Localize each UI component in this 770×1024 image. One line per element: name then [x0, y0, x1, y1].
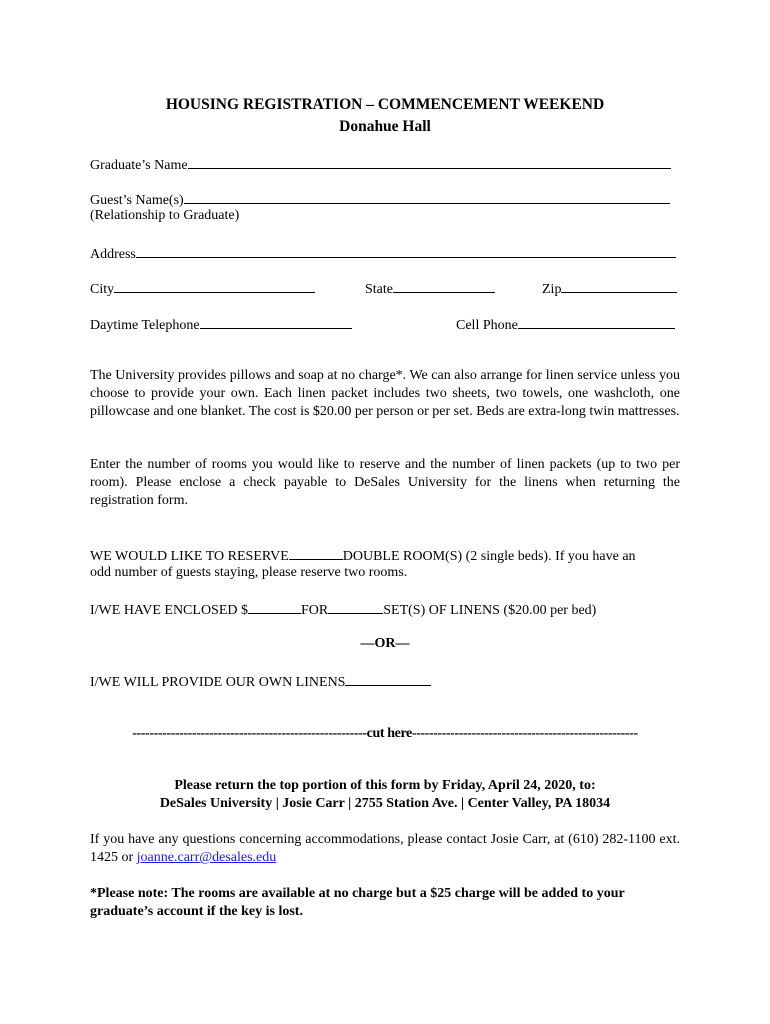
contact-text: If you have any questions concerning accommodations, please contact Josie Carr, at (610) 282-1100 ext. 1425 or [90, 832, 680, 866]
reserve-note: odd number of guests staying, please reserve two rooms. [90, 565, 408, 580]
daytime-phone-label: Daytime Telephone [90, 318, 200, 333]
state-label: State [365, 282, 393, 297]
enclosed-prefix: I/WE HAVE ENCLOSED $ [90, 603, 249, 618]
return-address: DeSales University | Josie Carr | 2755 Station Ave. | Center Valley, PA 18034 [159, 796, 611, 811]
state-row [365, 278, 495, 299]
form-title: HOUSING REGISTRATION – COMMENCEMENT WEEKEND [165, 96, 605, 113]
zip-label: Zip [542, 282, 562, 297]
graduate-name-row [90, 154, 671, 175]
state-field[interactable] [393, 278, 495, 293]
address-field[interactable] [136, 243, 676, 258]
city-label: City [90, 282, 115, 297]
cut-here-line: -------------------------------------------------------cut here----------------------------------------------------- [132, 726, 638, 741]
enclosed-row [90, 599, 596, 620]
linen-sets-field[interactable] [328, 599, 383, 614]
contact-email-link[interactable]: joanne.carr@desales.edu [136, 850, 277, 866]
form-subtitle: Donahue Hall [339, 118, 431, 135]
city-row [90, 278, 315, 299]
own-linens-label: I/WE WILL PROVIDE OUR OWN LINENS [90, 675, 346, 690]
daytime-phone-field[interactable] [200, 314, 352, 329]
or-divider: —OR— [360, 636, 410, 651]
key-fee-note: *Please note: The rooms are available at no charge but a $25 charge will be added to your graduate’s account if the key is lost. [90, 886, 625, 920]
instructions-paragraph: Enter the number of rooms you would like to reserve and the number of linen packets (up to two per room). Please enclose a check payable to DeSales University for the linens when returning the registration form. [90, 457, 680, 509]
return-instructions: Please return the top portion of this form by Friday, April 24, 2020, to: [174, 778, 596, 793]
reserve-prefix: WE WOULD LIKE TO RESERVE [90, 549, 289, 564]
room-count-field[interactable] [289, 545, 343, 560]
reserve-rooms-row [90, 545, 636, 566]
linen-info-paragraph: The University provides pillows and soap at no charge*. We can also arrange for linen service unless you choose to provide your own. Each linen packet includes two sheets, two towels, one washcloth, one pillowcase and one blanket. The cost is $20.00 per person or per set. Beds are extra-long twin mattresses. [90, 368, 680, 420]
address-row [90, 243, 676, 264]
enclosed-amount-field[interactable] [248, 599, 301, 614]
own-linens-field[interactable] [345, 671, 431, 686]
city-field[interactable] [114, 278, 315, 293]
guest-names-field[interactable] [184, 189, 670, 204]
zip-field[interactable] [561, 278, 677, 293]
graduate-name-label: Graduate’s Name [90, 158, 188, 173]
own-linens-row [90, 671, 431, 692]
cell-phone-field[interactable] [518, 314, 675, 329]
contact-paragraph [90, 831, 680, 867]
zip-row [542, 278, 677, 299]
relationship-label: (Relationship to Graduate) [90, 208, 240, 223]
enclosed-suffix: SET(S) OF LINENS ($20.00 per bed) [383, 603, 597, 618]
enclosed-for: FOR [301, 603, 329, 618]
cell-phone-label: Cell Phone [456, 318, 518, 333]
reserve-suffix: DOUBLE ROOM(S) (2 single beds). If you have an [342, 549, 636, 564]
graduate-name-field[interactable] [188, 154, 671, 169]
cell-phone-row [456, 314, 675, 335]
address-label: Address [90, 247, 136, 262]
guest-names-label: Guest’s Name(s) [90, 193, 184, 208]
daytime-phone-row [90, 314, 352, 335]
